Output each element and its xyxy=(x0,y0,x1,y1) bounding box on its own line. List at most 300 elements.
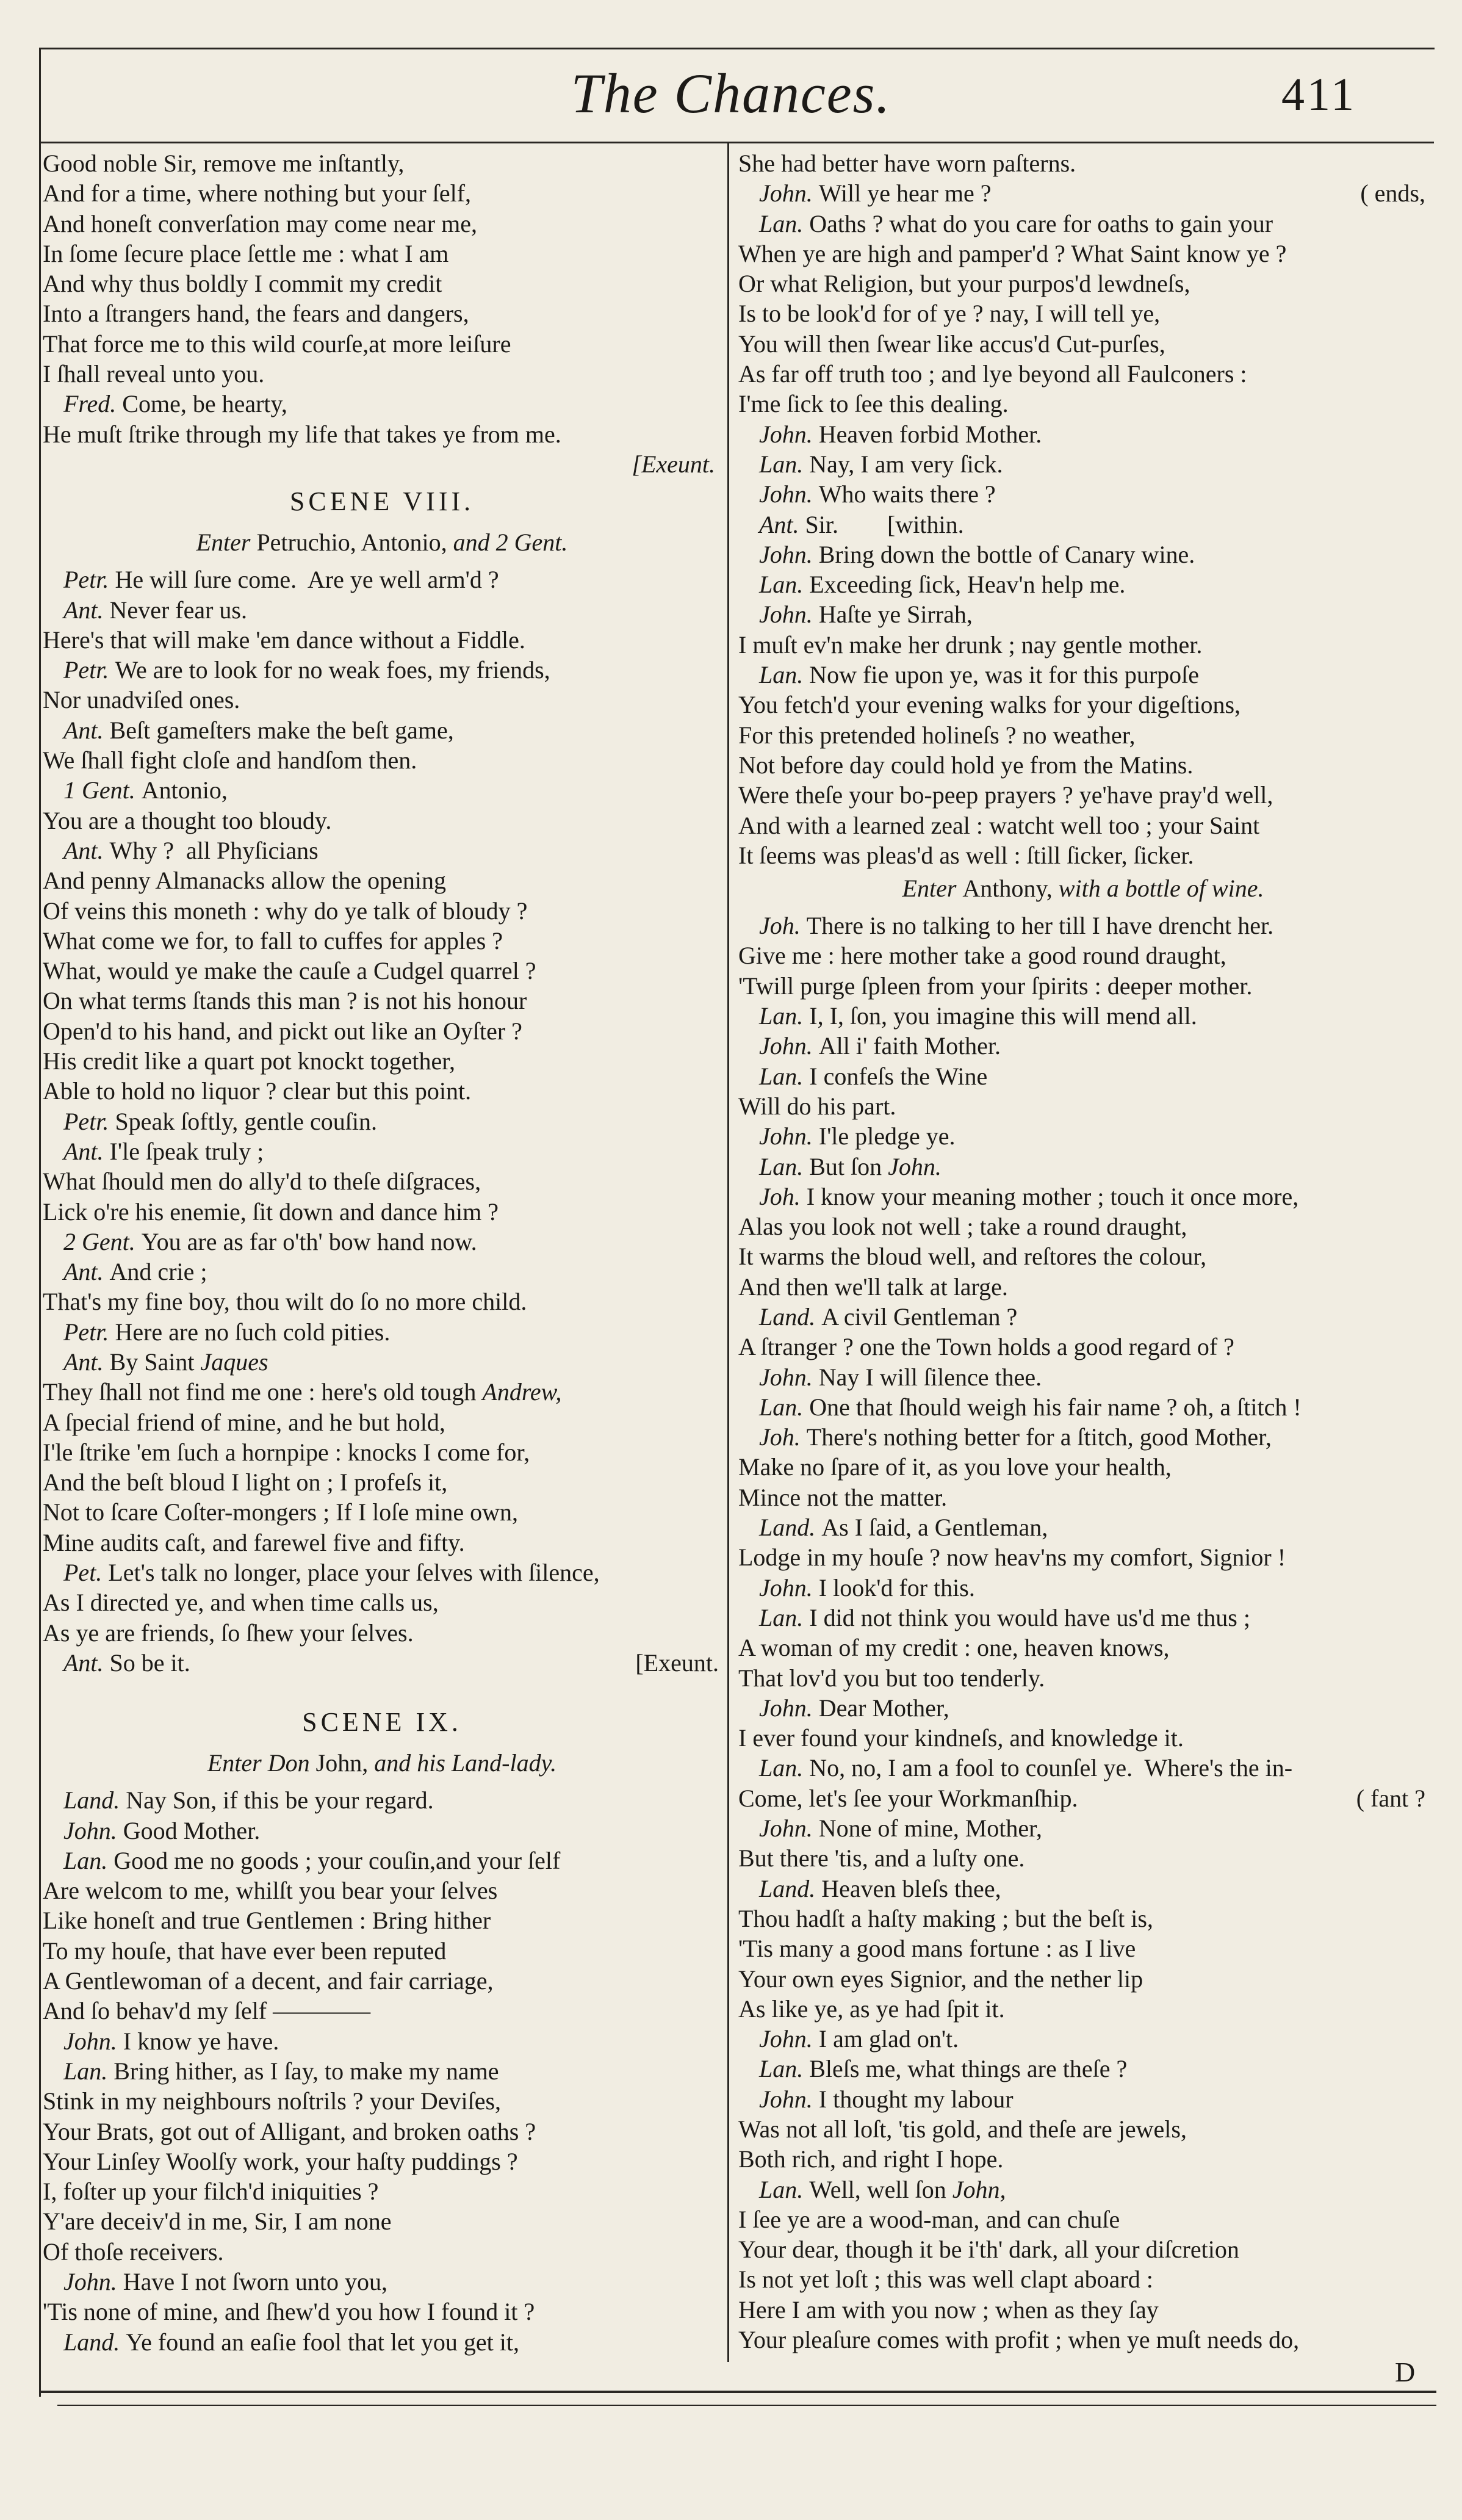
verse-line xyxy=(738,780,1428,810)
speech-line xyxy=(738,2024,1428,2054)
verse-line xyxy=(738,690,1428,720)
speech-line xyxy=(738,2084,1428,2114)
speech-line xyxy=(738,479,1428,509)
speech-line xyxy=(43,836,721,865)
speaker-name: Petr. xyxy=(63,1107,115,1135)
verse-text: Mine audits caſt, and farewel five and fifty. xyxy=(43,1528,465,1556)
verse-text: Y'are deceiv'd in me, Sir, I am none xyxy=(43,2208,392,2236)
verse-line xyxy=(43,1618,721,1648)
verse-line xyxy=(43,1016,721,1046)
verse-text: No, no, I am a fool to counſel ye. Where's the in- xyxy=(809,1754,1293,1782)
verse-line xyxy=(738,1783,1428,1813)
verse-text: Your Brats, got out of Alligant, and broken oaths ? xyxy=(43,2117,536,2145)
speech-line xyxy=(43,2026,721,2056)
speech-line xyxy=(738,1061,1428,1091)
verse-line xyxy=(738,2325,1428,2355)
speech-line xyxy=(43,715,721,745)
speaker-name: Ant. xyxy=(63,596,110,624)
verse-line xyxy=(738,1211,1428,1241)
verse-text: A ſtranger ? one the Town holds a good regard of ? xyxy=(738,1333,1234,1361)
speaker-name: Ant. xyxy=(759,510,805,538)
speaker-name: Land. xyxy=(63,1786,126,1814)
verse-text: Into a ſtrangers hand, the fears and dangers, xyxy=(43,300,469,328)
verse-text: Nay I will ſilence thee. xyxy=(818,1363,1042,1391)
character-names: Anthony, xyxy=(962,875,1053,903)
speech-line xyxy=(738,1512,1428,1542)
verse-text: That force me to this wild courſe,at more leiſure xyxy=(43,330,511,358)
verse-line xyxy=(738,2114,1428,2144)
speech-line xyxy=(738,209,1428,239)
scene-heading: SCENE IX. xyxy=(302,1707,462,1738)
speaker-name: Petr. xyxy=(63,1318,115,1346)
direction-text: Enter Don xyxy=(207,1749,316,1777)
verse-text: Let's talk no longer, place your ſelves with ſilence, xyxy=(108,1559,600,1587)
verse-text: Heaven forbid Mother. xyxy=(818,420,1042,448)
verse-text: Your pleaſure comes with profit ; when ye muſt needs do, xyxy=(738,2326,1300,2354)
verse-text: There's nothing better for a ſtitch, good Mother, xyxy=(806,1423,1272,1451)
speaker-name: John. xyxy=(759,1122,819,1150)
verse-text: He muſt ſtrike through my life that takes ye from me. xyxy=(43,420,561,448)
speech-line xyxy=(738,1031,1428,1061)
speech-line xyxy=(738,2054,1428,2084)
verse-line xyxy=(738,1091,1428,1121)
header-rule xyxy=(39,142,1434,143)
italic-name: Jaques xyxy=(200,1348,268,1376)
speaker-name: John. xyxy=(759,420,819,448)
verse-text: Nor unadviſed ones. xyxy=(43,686,240,714)
verse-line xyxy=(738,1843,1428,1873)
speech-line xyxy=(738,1753,1428,1783)
verse-text: Open'd to his hand, and pickt out like an Oyſter ? xyxy=(43,1017,522,1045)
verse-text: As I directed ye, and when time calls us, xyxy=(43,1589,439,1617)
verse-line xyxy=(43,956,721,986)
verse-text: And the beſt bloud I light on ; I profeſs it, xyxy=(43,1468,448,1496)
speaker-name: Lan. xyxy=(63,2057,114,2085)
verse-text: His credit like a quart pot knockt together, xyxy=(43,1047,455,1075)
verse-text: Who waits there ? xyxy=(818,480,996,508)
verse-line xyxy=(738,1241,1428,1271)
verse-text: Mince not the matter. xyxy=(738,1483,948,1511)
speaker-name: Land. xyxy=(63,2328,126,2356)
verse-text: Exceeding ſick, Heav'n help me. xyxy=(809,571,1126,599)
verse-line xyxy=(43,806,721,836)
verse-line xyxy=(43,2146,721,2176)
verse-text: I'me ſick to ſee this dealing. xyxy=(738,390,1009,418)
speaker-name: Lan. xyxy=(759,2175,810,2203)
verse-text: A Gentlewoman of a decent, and fair carriage, xyxy=(43,1967,494,1995)
verse-text: It warms the bloud well, and reſtores the colour, xyxy=(738,1243,1207,1271)
page-number: 411 xyxy=(1281,69,1357,120)
speech-line xyxy=(43,1317,721,1347)
direction-text: Enter xyxy=(196,529,257,557)
verse-text: And ſo behav'd my ſelf ———— xyxy=(43,1997,371,2025)
speaker-name: Lan. xyxy=(759,2055,810,2083)
speaker-name: Lan. xyxy=(759,571,810,599)
speaker-name: John. xyxy=(759,2025,819,2053)
speech-line xyxy=(43,1347,721,1377)
verse-line xyxy=(738,2204,1428,2234)
speaker-name: Land. xyxy=(759,1874,822,1902)
speech-line xyxy=(738,911,1428,940)
verse-text: Oaths ? what do you care for oaths to gain your xyxy=(809,209,1273,237)
verse-line xyxy=(738,1482,1428,1512)
verse-text: I ſhall reveal unto you. xyxy=(43,360,265,388)
verse-line xyxy=(43,2176,721,2206)
verse-text: Your dear, though it be i'th' dark, all your diſcretion xyxy=(738,2236,1239,2264)
verse-line xyxy=(43,1876,721,1905)
verse-line xyxy=(738,811,1428,840)
verse-text: And honeſt converſation may come near me, xyxy=(43,209,477,237)
speaker-name: Joh. xyxy=(759,1423,807,1451)
verse-line xyxy=(738,329,1428,359)
speech-line xyxy=(738,449,1428,479)
verse-text: Give me : here mother take a good round draught, xyxy=(738,942,1226,970)
verse-text: As far off truth too ; and lye beyond all Faulconers : xyxy=(738,360,1247,388)
verse-text: Or what Religion, but your purpos'd lewdneſs, xyxy=(738,270,1190,298)
verse-text: Stink in my neighbours noſtrils ? your Deviſes, xyxy=(43,2087,502,2115)
speech-line xyxy=(738,1693,1428,1723)
catchword: D xyxy=(1395,2356,1416,2388)
speech-line xyxy=(738,1874,1428,1904)
verse-line xyxy=(43,1996,721,2026)
verse-text: Antonio, xyxy=(141,776,228,804)
verse-text: Speak ſoftly, gentle couſin. xyxy=(115,1107,377,1135)
speech-line xyxy=(43,1136,721,1166)
speech-line xyxy=(43,2327,721,2357)
verse-text: Thou hadſt a haſty making ; but the beſt is, xyxy=(738,1904,1153,1932)
speech-line xyxy=(738,510,1428,540)
speech-line xyxy=(43,1558,721,1587)
speech-line xyxy=(43,1227,721,1257)
verse-text: What ſhould men do ally'd to theſe diſgraces, xyxy=(43,1168,481,1196)
verse-text: I muſt ev'n make her drunk ; nay gentle mother. xyxy=(738,630,1203,659)
speaker-name: Pet. xyxy=(63,1559,109,1587)
verse-text: 'Twill purge ſpleen from your ſpirits : deeper mother. xyxy=(738,972,1253,1000)
running-title: The Chances. xyxy=(571,62,891,125)
speech-line xyxy=(43,565,721,594)
speech-line xyxy=(43,1816,721,1846)
character-names: John, xyxy=(315,1749,369,1777)
verse-line xyxy=(43,2297,721,2327)
verse-line xyxy=(43,329,721,359)
verse-line xyxy=(43,865,721,895)
verse-line xyxy=(43,178,721,208)
verse-line xyxy=(738,2264,1428,2294)
speech-line xyxy=(738,1573,1428,1603)
verse-text: Your Linſey Woolſy work, your haſty puddings ? xyxy=(43,2147,518,2175)
speech-line xyxy=(43,1257,721,1287)
verse-text: There is no talking to her till I have drencht her. xyxy=(806,912,1274,940)
verse-line xyxy=(43,1166,721,1196)
speaker-name: Joh. xyxy=(759,1182,807,1210)
verse-line xyxy=(43,359,721,389)
verse-text: One that ſhould weigh his fair name ? oh, a ſtitch ! xyxy=(809,1393,1302,1421)
verse-text: And crie ; xyxy=(109,1258,207,1286)
verse-text: I thought my labour xyxy=(818,2085,1014,2113)
right-column xyxy=(738,148,1428,2355)
verse-text: Here's that will make 'em dance without a Fiddle. xyxy=(43,626,525,654)
verse-text: Good me no goods ; your couſin,and your ſelf xyxy=(113,1846,561,1874)
verse-line xyxy=(43,2086,721,2116)
verse-line xyxy=(738,630,1428,660)
verse-text: Now fie upon ye, was it for this purpoſe xyxy=(809,661,1200,689)
verse-text: Like honeſt and true Gentlemen : Bring hither xyxy=(43,1907,491,1935)
speaker-name: Ant. xyxy=(63,1137,110,1165)
speaker-name: John. xyxy=(63,1816,123,1844)
bottom-rule xyxy=(39,2391,1436,2393)
verse-line xyxy=(43,2237,721,2267)
verse-line xyxy=(738,1542,1428,1572)
verse-line xyxy=(43,625,721,655)
verse-line xyxy=(43,685,721,715)
verse-text: Here are no ſuch cold pities. xyxy=(115,1318,391,1346)
speech-line xyxy=(738,1001,1428,1031)
stage-direction xyxy=(43,1745,721,1785)
direction-text: and his Land-lady. xyxy=(368,1749,557,1777)
column-divider xyxy=(727,143,729,2362)
verse-line xyxy=(738,298,1428,328)
verse-line xyxy=(43,1936,721,1966)
verse-line xyxy=(738,269,1428,298)
speaker-name: John. xyxy=(759,1694,819,1722)
turnover-text: ( fant ? xyxy=(1356,1784,1425,1812)
verse-text: Lick o're his enemie, ſit down and dance him ? xyxy=(43,1197,499,1226)
verse-text: In ſome ſecure place ſettle me : what I am xyxy=(43,239,449,267)
speaker-name: Lan. xyxy=(759,1062,810,1090)
verse-text: It ſeems was pleas'd as well : ſtill ſicker, ſicker. xyxy=(738,841,1194,869)
verse-text: I, I, ſon, you imagine this will mend all. xyxy=(809,1002,1197,1030)
speaker-name: John. xyxy=(63,2027,123,2055)
verse-line xyxy=(738,750,1428,780)
stage-direction xyxy=(43,524,721,565)
verse-line xyxy=(738,389,1428,419)
verse-text: When ye are high and pamper'd ? What Saint know ye ? xyxy=(738,239,1287,267)
verse-line xyxy=(43,2206,721,2236)
speaker-name: Land. xyxy=(759,1514,822,1542)
speaker-name: Joh. xyxy=(759,912,807,940)
verse-line xyxy=(738,720,1428,750)
verse-text: Alas you look not well ; take a round draught, xyxy=(738,1213,1187,1241)
verse-text: 'Tis none of mine, and ſhew'd you how I found it ? xyxy=(43,2298,535,2326)
italic-name: John. xyxy=(888,1152,942,1180)
verse-text: Of thoſe receivers. xyxy=(43,2237,224,2265)
speaker-name: Lan. xyxy=(759,450,810,478)
speaker-name: Lan. xyxy=(759,1393,810,1421)
italic-name: John, xyxy=(952,2175,1006,2203)
verse-line xyxy=(738,2295,1428,2325)
verse-text: A woman of my credit : one, heaven knows, xyxy=(738,1634,1170,1662)
verse-text: And why thus boldly I commit my credit xyxy=(43,270,442,298)
verse-text: Nay, I am very ſick. xyxy=(809,450,1003,478)
verse-text: I'le pledge ye. xyxy=(818,1122,956,1150)
speaker-name: 2 Gent. xyxy=(63,1227,142,1255)
verse-line xyxy=(738,1663,1428,1693)
verse-text: Bleſs me, what things are theſe ? xyxy=(809,2055,1128,2083)
verse-text: That's my fine boy, thou wilt do ſo no more child. xyxy=(43,1288,527,1316)
verse-text: Make no ſpare of it, as you love your health, xyxy=(738,1453,1172,1481)
speech-line xyxy=(43,595,721,625)
character-names: Petruchio, Antonio, xyxy=(256,529,447,557)
verse-text: I ever found your kindneſs, and knowledge it. xyxy=(738,1724,1184,1752)
speaker-name: Lan. xyxy=(759,1603,810,1631)
verse-text: Here I am with you now ; when as they ſay xyxy=(738,2295,1159,2323)
verse-line xyxy=(738,239,1428,269)
verse-text: I ſee ye are a wood-man, and can chuſe xyxy=(738,2205,1120,2233)
speaker-name: Land. xyxy=(759,1302,822,1330)
verse-line xyxy=(738,1723,1428,1753)
speech-line xyxy=(738,1392,1428,1422)
speaker-name: Lan. xyxy=(63,1846,114,1874)
verse-text: Of veins this moneth : why do ye talk of bloudy ? xyxy=(43,897,528,925)
verse-line xyxy=(43,745,721,775)
speaker-name: Ant. xyxy=(63,1648,110,1677)
verse-line xyxy=(43,1407,721,1437)
verse-line xyxy=(738,1332,1428,1362)
verse-text: Not before day could hold ye from the Matins. xyxy=(738,751,1194,779)
verse-text: You fetch'd your evening walks for your digeſtions, xyxy=(738,691,1241,719)
verse-text: Was not all loſt, 'tis gold, and theſe are jewels, xyxy=(738,2115,1187,2143)
verse-text: On what terms ſtands this man ? is not his honour xyxy=(43,987,527,1015)
speech-line xyxy=(738,1182,1428,1211)
verse-text: I look'd for this. xyxy=(818,1573,975,1601)
verse-text: Bring down the bottle of Canary wine. xyxy=(818,540,1195,568)
speech-line xyxy=(738,419,1428,449)
verse-text: And for a time, where nothing but your ſelf, xyxy=(43,179,472,208)
speaker-name: Lan. xyxy=(759,1152,810,1180)
verse-line xyxy=(738,1633,1428,1663)
verse-text: A ſpecial friend of mine, and he but hold, xyxy=(43,1408,445,1436)
speech-line xyxy=(43,775,721,805)
verse-text: Come, let's ſee your Workmanſhip. xyxy=(738,1784,1078,1812)
speaker-name: Ant. xyxy=(63,836,110,864)
verse-text: What come we for, to fall to cuffes for apples ? xyxy=(43,926,503,955)
speaker-name: Lan. xyxy=(759,661,810,689)
verse-line xyxy=(738,1452,1428,1482)
verse-line xyxy=(738,1272,1428,1302)
verse-line xyxy=(43,1046,721,1076)
speech-line xyxy=(738,1603,1428,1633)
speaker-name: Ant. xyxy=(63,716,110,744)
verse-text: Nay Son, if this be your regard. xyxy=(126,1786,434,1814)
verse-text: Come, be hearty, xyxy=(122,390,287,418)
verse-text: Will do his part. xyxy=(738,1092,896,1120)
verse-line xyxy=(43,1497,721,1527)
speaker-name: John. xyxy=(759,1814,819,1843)
verse-line xyxy=(43,1966,721,1996)
verse-text: As I ſaid, a Gentleman, xyxy=(821,1514,1048,1542)
verse-text: Dear Mother, xyxy=(818,1694,949,1722)
verse-line xyxy=(43,1377,721,1407)
verse-line xyxy=(738,2144,1428,2174)
verse-line xyxy=(43,1467,721,1497)
verse-text: Bring hither, as I ſay, to make my name xyxy=(113,2057,499,2085)
verse-text: None of mine, Mother, xyxy=(818,1814,1042,1843)
verse-text: Have I not ſworn unto you, xyxy=(123,2268,388,2295)
verse-text: Never fear us. xyxy=(109,596,247,624)
speech-line xyxy=(43,1785,721,1815)
bottom-rule-thin xyxy=(57,2405,1436,2406)
speech-line xyxy=(738,540,1428,569)
verse-line xyxy=(738,359,1428,389)
verse-text: You are a thought too bloudy. xyxy=(43,806,332,834)
verse-line xyxy=(43,1905,721,1935)
verse-text: What, would ye make the cauſe a Cudgel quarrel ? xyxy=(43,957,536,985)
speaker-name: John. xyxy=(759,179,819,208)
speech-line xyxy=(738,1362,1428,1392)
verse-line xyxy=(738,1994,1428,2024)
verse-text: We ſhall fight cloſe and handſom then. xyxy=(43,746,417,774)
verse-line xyxy=(738,1933,1428,1963)
verse-line xyxy=(738,971,1428,1001)
verse-text: You are as far o'th' bow hand now. xyxy=(141,1227,477,1255)
verse-line xyxy=(43,239,721,269)
verse-line xyxy=(43,2117,721,2146)
verse-text: Not to ſcare Coſter-mongers ; If I loſe mine own, xyxy=(43,1498,518,1526)
verse-text: Ye found an eaſie fool that let you get it, xyxy=(126,2328,519,2356)
verse-text: I know your meaning mother ; touch it once more, xyxy=(806,1182,1299,1210)
verse-line xyxy=(43,986,721,1016)
speech-line xyxy=(738,1152,1428,1182)
speaker-name: John. xyxy=(759,601,819,629)
verse-text: Lodge in my houſe ? now heav'ns my comfort, Signior ! xyxy=(738,1543,1286,1572)
exit-direction: [Exeunt. xyxy=(635,1648,719,1677)
verse-text: Is not yet loſt ; this was well clapt aboard : xyxy=(738,2265,1153,2294)
verse-text: And then we'll talk at large. xyxy=(738,1273,1008,1301)
speech-line xyxy=(43,2267,721,2297)
verse-line xyxy=(738,1964,1428,1994)
verse-text: Heaven bleſs thee, xyxy=(821,1874,1001,1902)
verse-line xyxy=(43,209,721,239)
verse-line xyxy=(738,1904,1428,1933)
speaker-name: John. xyxy=(759,1573,819,1601)
speech-line xyxy=(738,569,1428,599)
verse-text: So be it. xyxy=(109,1648,190,1677)
speaker-name: Ant. xyxy=(63,1258,110,1286)
verse-text: We are to look for no weak foes, my friends, xyxy=(115,656,550,684)
speaker-name: Petr. xyxy=(63,566,115,594)
verse-text: Good Mother. xyxy=(123,1816,261,1844)
verse-line xyxy=(738,2234,1428,2264)
verse-text: Will ye hear me ? xyxy=(818,179,992,208)
verse-text: Your own eyes Signior, and the nether lip xyxy=(738,1965,1143,1993)
verse-text: Both rich, and right I hope. xyxy=(738,2145,1004,2173)
verse-text: They ſhall not find me one : here's old tough xyxy=(43,1378,483,1406)
verse-text: I'le ſtrike 'em ſuch a hornpipe : knocks I come for, xyxy=(43,1438,530,1466)
verse-line xyxy=(43,148,721,178)
verse-text: I am glad on't. xyxy=(818,2025,959,2053)
speaker-name: 1 Gent. xyxy=(63,776,142,804)
direction-text: with a bottle of wine. xyxy=(1052,875,1264,903)
verse-text: I know ye have. xyxy=(123,2027,279,2055)
speaker-name: Fred. xyxy=(63,390,123,418)
speech-line xyxy=(738,1302,1428,1332)
verse-text: That lov'd you but too tenderly. xyxy=(738,1664,1045,1692)
verse-text: And penny Almanacks allow the opening xyxy=(43,867,446,895)
speaker-name: Lan. xyxy=(759,1754,810,1782)
verse-line xyxy=(43,419,721,449)
speech-line xyxy=(738,2175,1428,2204)
verse-text: Haſte ye Sirrah, xyxy=(818,601,973,629)
stage-direction xyxy=(738,870,1428,911)
speech-line xyxy=(43,1107,721,1136)
verse-text: She had better have worn paſterns. xyxy=(738,150,1076,177)
verse-line xyxy=(43,298,721,328)
turnover-text: ( ends, xyxy=(1360,179,1425,208)
speech-line xyxy=(738,660,1428,690)
direction-text: and 2 Gent. xyxy=(447,529,568,557)
scene-heading: SCENE VIII. xyxy=(289,486,475,517)
verse-text: Sir. [within. xyxy=(805,510,964,538)
